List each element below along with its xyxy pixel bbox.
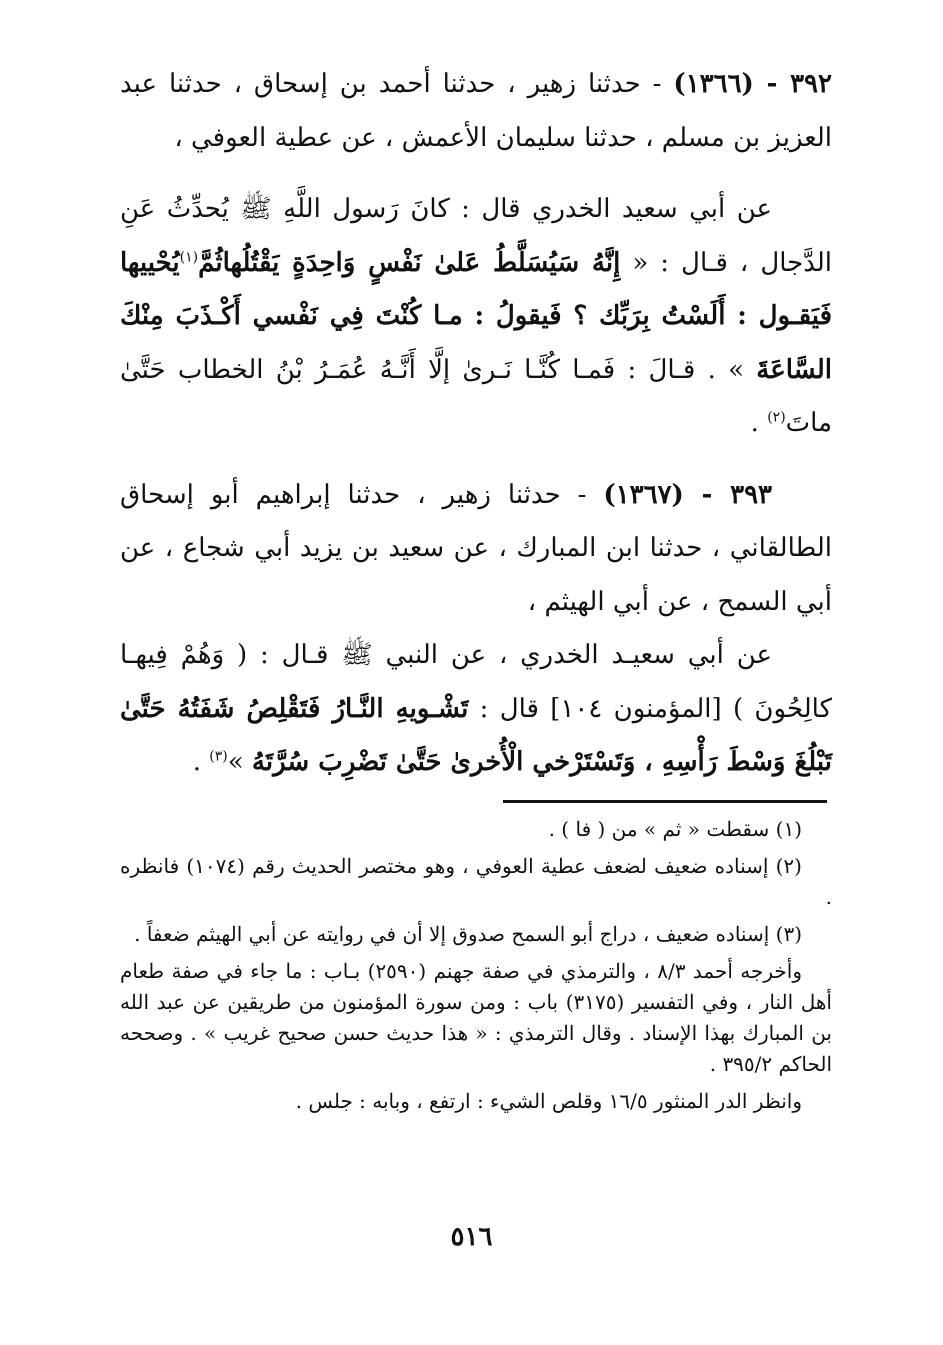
hadith-393-matn — [120, 629, 832, 790]
footnote-2: (٢) إسناده ضعيف لضعف عطية العوفي ، وهو مختصر الحديث رقم (١٠٧٤) فانظره . — [120, 854, 832, 909]
closing-punct: . — [750, 408, 768, 438]
footnote-marker: (٢) — [767, 409, 786, 426]
footnote-3: (٣) إسناده ضعيف ، دراج أبو السمح صدوق إلا أن في روايته عن أبي الهيثم ضعفاً . — [134, 922, 802, 946]
footnote-1: (١) سقطت « ثم » من ( فا ) . — [548, 817, 802, 841]
hadith-392-isnad — [120, 58, 832, 165]
footnote-marker: (٣) — [209, 748, 228, 765]
quoted-text: يُحْييها فَيَقـول : أَلَسْتُ بِرَبِّك ؟ فَيقولُ : مـا كُنْتَ فِي نَفْسي أَكْـذَبَ مِنْكَ السَّاعَةَ — [120, 247, 832, 385]
footnote-3-note: وانظر الدر المنثور ١٦/٥ وقلص الشيء : ارتفع ، وبابه : جلس . — [295, 1089, 802, 1113]
isnad-text: - حدثنا زهير ، حدثنا إبراهيم أبو إسحاق الطالقاني ، حدثنا ابن المبارك ، عن سعيد بن يزيد أبي شجاع ، عن أبي السمح ، عن أبي الهيثم ، — [120, 479, 832, 617]
main-text — [120, 58, 832, 790]
footnote-3-takhrij: وأخرجه أحمد ٨/٣ ، والترمذي في صفة جهنم (٢٥٩٠) بـاب : ما جاء في صفة طعام أهل النار ، وفي التفسير (٣١٧٥) باب : ومن سورة المؤمنون من طريقين عن عبد الله بن المبارك بهذا الإسناد . وقال الترمذي : « هذا حديث حسن صحيح غريب » . وصححه الحاكم ٣٩٥/٢ . — [120, 959, 832, 1076]
page-number: ٥١٦ — [450, 1222, 493, 1252]
quoted-text: إِنَّهُ سَيُسَلَّطُ عَلىٰ نَفْسٍ وَاحِدَةٍ يَقْتُلُهاثُمَّ — [198, 247, 621, 278]
matn-intro: عن أبي سعيد الخدري قال : كانَ رَسول اللَّهِ ﷺ يُحدِّثُ عَنِ الدَّجال ، قـال : « — [120, 194, 833, 278]
footnote-separator — [503, 800, 827, 803]
hadith-number: ٣٩٣ - (١٣٦٧) — [603, 479, 773, 510]
footnote-marker: (١) — [179, 248, 199, 265]
quote-close: » — [227, 747, 244, 777]
isnad-text: - حدثنا زهير ، حدثنا أحمد بن إسحاق ، حدثنا عبد العزيز بن مسلم ، حدثنا سليمان الأعمش ، عن عطية العوفي ، — [120, 69, 832, 153]
hadith-393-isnad — [120, 469, 832, 630]
closing-punct: . — [192, 747, 210, 777]
hadith-392-matn — [120, 183, 832, 451]
quoted-text: تَشْـويهِ النَّـارُ فَتَقْلِصُ شَفَتُهُ حَتَّىٰ تَبْلُغَ وَسْطَ رَأْسِهِ ، وَتَسْتَرْخي الْأُخرىٰ حَتَّىٰ تَضْرِبَ سُرَّتَهُ — [120, 693, 832, 777]
matn-end: » . قـالَ : فَمـا كُنَّـا نَـرىٰ إلَّا أَنَّـهُ عُمَـرُ بْنُ الخطاب حَتَّىٰ ماتَ — [120, 354, 832, 438]
footnotes — [120, 814, 832, 1123]
hadith-number: ٣٩٢ - (١٣٦٦) — [673, 69, 832, 99]
matn-intro: عن أبي سعيـد الخدري ، عن النبي ﷺ قـال : ( وَهُمْ فِيهـا كالِحُونَ ) [المؤمنون ١٠٤] قال : — [120, 640, 832, 724]
